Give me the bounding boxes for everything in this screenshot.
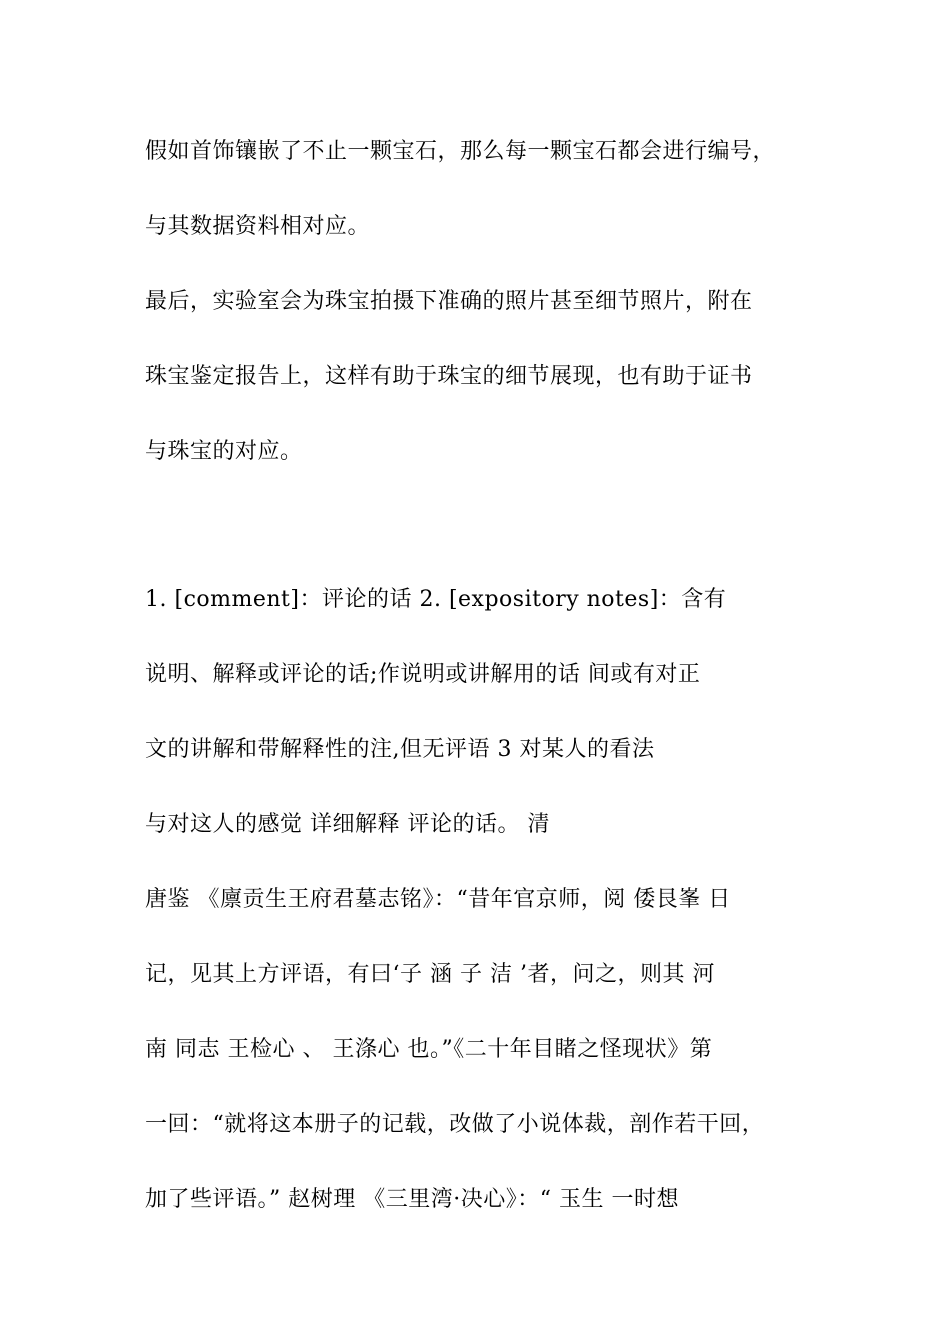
text-line: 一回：“就将这本册子的记载，改做了小说体裁，剖作若干回， bbox=[145, 1112, 765, 1137]
text-line: 文的讲解和带解释性的注,但无评语 3 对某人的看法 bbox=[145, 737, 655, 762]
text-line: 与其数据资料相对应。 bbox=[145, 214, 371, 239]
text-line: 1. [comment]：评论的话 2. [expository notes]：含有 bbox=[145, 587, 727, 612]
text-line: 记，见其上方评语，有曰‘子 涵 子 洁 ’者，问之，则其 河 bbox=[145, 962, 715, 987]
text-line: 与对这人的感觉 详细解释 评论的话。 清 bbox=[145, 812, 550, 837]
text-line: 说明、解释或评论的话;作说明或讲解用的话 间或有对正 bbox=[145, 662, 701, 687]
text-line: 加了些评语。” 赵树理 《三里湾·决心》：“ 玉生 一时想 bbox=[145, 1187, 679, 1212]
text-line: 唐鉴 《廪贡生王府君墓志铭》：“昔年官京师，阅 倭艮峯 日 bbox=[145, 887, 731, 912]
text-line: 南 同志 王检心 、 王涤心 也。”《二十年目睹之怪现状》第 bbox=[145, 1037, 713, 1062]
text-line: 珠宝鉴定报告上，这样有助于珠宝的细节展现，也有助于证书 bbox=[145, 364, 753, 389]
text-line: 最后，实验室会为珠宝拍摄下准确的照片甚至细节照片，附在 bbox=[145, 289, 753, 314]
text-line: 假如首饰镶嵌了不止一颗宝石，那么每一颗宝石都会进行编号， bbox=[145, 139, 776, 164]
text-line: 与珠宝的对应。 bbox=[145, 439, 303, 464]
